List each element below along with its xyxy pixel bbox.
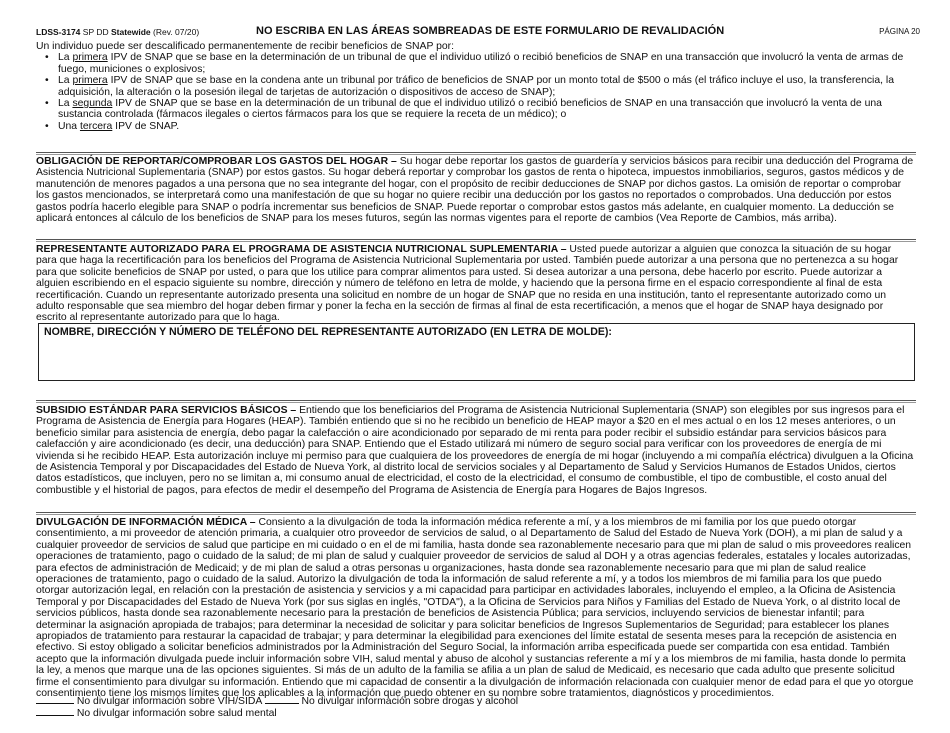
list-item: • Una tercera IPV de SNAP. <box>58 121 914 132</box>
opt-mental-label: No divulgar información sobre salud mental <box>76 708 277 719</box>
section-divider <box>36 514 916 515</box>
authorized-rep-field-label: NOMBRE, DIRECCIÓN Y NÚMERO DE TELÉFONO DEL REPRESENTANTE AUTORIZADO (EN LETRA DE MOLDE): <box>44 326 612 338</box>
section-divider <box>36 400 916 401</box>
section-divider <box>36 402 916 403</box>
authorized-rep-field[interactable] <box>38 323 915 381</box>
disqualification-list <box>36 52 914 132</box>
authorized-rep-body: Usted puede autorizar a alguien que conozca la situación de su hogar para que haga la recertificación para los beneficios del Programa de Asistencia Nutricional Suplementaria por usted. También puede autorizar a una persona que no pertenezca a su hogar para que solicite beneficios de SNAP por usted, o para que los utilice para comprar alimentos para usted. Si desea autorizar a una persona, debe hacerlo por escrito. Puede autorizar a alguien escribiendo en el espacio siguiente su nombre, dirección y número de teléfono en letra de molde, y haciendo que la persona firme en el espacio correspondiente al final de esta recertificación. Cuando un representante autorizado presenta una solicitud en nombre de un hogar de SNAP que no resida en una institución, tanto el representante autorizado como un adulto responsable que sea miembro del hogar deben firmar y poner la fecha en la sección de firmas al final de esta recertificación, a menos que el hogar de SNAP haya designado por escrito al representante autorizado para que lo haga. <box>36 244 899 324</box>
form-code: LDSS-3174 SP DD Statewide (Rev. 07/20) <box>36 27 200 37</box>
section-divider <box>36 154 916 155</box>
section-divider <box>36 152 916 153</box>
medical-disclosure-body: Consiento a la divulgación de toda la información médica referente a mí, y a los miembros de mi familia por los que puedo otorgar consentimiento, a mi proveedor de atención primaria, a cualquier otro proveedor de servicios de salud, o al Departamento de Salud del Estado de Nueva York (DOH), a mi plan de salud y a cualquier proveedor de servicios de salud que participe en mi cuidado o en el de mi familia, hasta donde sea razonablemente necesario para que mi plan de salud o mis proveedores realicen operaciones de tratamiento, pago o cuidado de la salud; de mi plan de salud y cualquier proveedor de servicios de salud al DOH y a otras agencias federales, estatales y locales autorizadas, para efectos de administración de Medicaid; y de mi plan de salud a otras personas u organizaciones, hasta donde sea razonablemente necesario para que mi plan de salud realice operaciones de tratamiento, pago o cuidado de la salud. Autorizo la divulgación de toda la información de salud referente a mí, y a todos los miembros de mi familia para los que puedo otorgar autorización legal, en relación con la prestación de asistencia y servicios y a mi capacidad para participar en actividades laborales, incluyendo el empleo, a la Oficina de Asistencia Temporal y por Discapacidades del Estado de Nueva York (por sus siglas en inglés, "OTDA"), a la Oficina de Servicios para Niños y Familias del Estado de Nueva York, o al distrito local de servicios públicos, hasta donde sea razonablemente necesario para la prestación de beneficios de Asistencia Pública; para servicios, incluyendo servicios de bienestar infantil; para determinar la asignación apropiada de trabajos; para determinar la necesidad de solicitar y para solicitar beneficios de Ingresos Suplementarios de Seguridad; para establecer los planes apropiados de tratamiento para restaurar la capacidad de trabajar; y para determinar la elegibilidad para exenciones del límite estatal de sesenta meses para la recepción de asistencia en efectivo. Si estoy obligado a solicitar beneficios administrados por la Administración del Seguro Social, la información arriba especificada puede ser compartida con esa entidad. También acepto que la información divulgada puede incluir información sobre VIH, salud mental y abuso de alcohol y sustancias referente a mí y a los miembros de mi familia, hasta donde lo permita la ley, a menos que marque una de las opciones siguientes. Si más de un adulto de la familia se afilia a un plan de salud de Medicaid, es necesario que cada adulto que presente solicitud firme el consentimiento para divulgar su información. Entiendo que mi capacidad de consentir a la divulgación de información relacionada con cualquier menor de edad para el que yo otorgue consentimiento tiene los mismos límites que los aplicables a la información que puedo obtener en su nombre sobre tratamientos, diagnósticos y procedimientos. <box>36 517 914 700</box>
utility-allowance-body: Entiendo que los beneficiarios del Programa de Asistencia Nutricional Suplementaria (SNAP) son elegibles por sus ingresos para el Programa de Asistencia de Energía para Hogares (HEAP). También entiendo que si no he recibido un beneficio de HEAP mayor a $20 en el mes actual o en los 12 meses anteriores, o un beneficio similar para asistencia de energía, debo pagar la calefacción o aire acondicionado por separado de mi renta para poder recibir el subsidio estándar para servicios básicos para calefacción y aire acondicionado (es decir, una deducción) para SNAP. Entiendo que el Estado utilizará mi número de seguro social para verificar con los proveedores de energía de mi vivienda si he recibido HEAP. Esta autorización incluye mi permiso para que cualquiera de los proveedores de energía de mi hogar (incluyendo a mi compañía eléctrica) divulguen a la Oficina de Asistencia Temporal y por Discapacidades del Estado de Nueva York, al distrito local de servicios sociales y al Departamento de Salud y Servicios Humanos de Estados Unidos, ciertos datos estadísticos, que incluyen, pero no se limitan a, mi consumo anual de electricidad, el costo de la electricidad, el consumo de combustible, el tipo de combustible, el costo anual del combustible y el historial de pagos, para efectos de medir el desempeño del Programa de Asistencia de Energía para Hogares de Bajos Ingresos. <box>36 405 914 496</box>
section-divider <box>36 239 916 240</box>
form-title: NO ESCRIBA EN LAS ÁREAS SOMBREADAS DE ESTE FORMULARIO DE REVALIDACIÓN <box>256 25 725 37</box>
disclosure-options-row <box>36 706 277 719</box>
authorized-rep-section <box>36 244 914 324</box>
medical-disclosure-section <box>36 517 914 700</box>
disqualification-section <box>36 41 914 132</box>
opt-vih-blank[interactable] <box>36 694 74 704</box>
opt-drogas-blank[interactable] <box>265 694 299 704</box>
expense-reporting-heading: OBLIGACIÓN DE REPORTAR/COMPROBAR LOS GASTOS DEL HOGAR – <box>36 156 397 167</box>
page-number: PÁGINA 20 <box>879 27 920 36</box>
medical-disclosure-heading: DIVULGACIÓN DE INFORMACIÓN MÉDICA – <box>36 517 256 528</box>
list-item: • La primera IPV de SNAP que se base en la determinación de un tribunal de que el individuo utilizó o recibió beneficios de SNAP en una transacción que involucró la venta de armas de fuego, municiones o explosivos; <box>58 52 914 75</box>
form-header <box>36 25 920 39</box>
section-divider <box>36 512 916 513</box>
list-item: • La primera IPV de SNAP que se base en la condena ante un tribunal por tráfico de beneficios de SNAP por un monto total de $500 o más (el tráfico incluye el uso, la transferencia, la adquisición, la alteración o la posesión ilegal de tarjetas de autorización o dispositivos de acceso de SNAP); <box>58 75 914 98</box>
expense-reporting-body: Su hogar debe reportar los gastos de guardería y servicios básicos para recibir una deducción del Programa de Asistencia Nutricional Suplementaria (SNAP) por estos gastos. Su hogar deberá reportar y comprobar los gastos de renta o hipoteca, impuestos inmobiliarios, seguros, gastos médicos y de manutención de menores pagados a una persona que no sea integrante del hogar, con el propósito de recibir deducciones de SNAP por dichos gastos. La omisión de reportar o comprobar los gastos mencionados, se interpretará como una manifestación de que su hogar no quiere recibir una deducción por los gastos no reportados o comprobados. Una deducción por estos gastos podría hacerlo elegible para SNAP o podría incrementar sus beneficios de SNAP. Puede reportar o comprobar estos gastos más adelante, en cualquier momento. La deducción se aplicará entonces al cálculo de los beneficios de SNAP para los meses futuros, según las normas vigentes para el reporte de cambios (Vea Reporte de Cambios, más arriba). <box>36 156 914 225</box>
expense-reporting-section <box>36 156 914 224</box>
section-divider <box>36 241 916 242</box>
authorized-rep-heading: REPRESENTANTE AUTORIZADO PARA EL PROGRAMA DE ASISTENCIA NUTRICIONAL SUPLEMENTARIA – <box>36 244 567 255</box>
list-item: • La segunda IPV de SNAP que se base en la determinación de un tribunal de que el individuo utilizó o recibió beneficios de SNAP en una transacción que involucró la venta de una sustancia controlada (fármacos ilegales o ciertos fármacos para los que se requiere la receta de un médico); o <box>58 98 914 121</box>
utility-allowance-section <box>36 405 914 496</box>
utility-allowance-heading: SUBSIDIO ESTÁNDAR PARA SERVICIOS BÁSICOS – <box>36 405 297 416</box>
opt-mental-blank[interactable] <box>36 706 74 716</box>
disqualification-lead: Un individuo puede ser descalificado permanentemente de recibir beneficios de SNAP por: <box>36 41 454 52</box>
opt-vih-label: No divulgar información sobre VIH/SIDA <box>76 696 262 707</box>
opt-drogas-label: No divulgar información sobre drogas y alcohol <box>301 696 519 707</box>
